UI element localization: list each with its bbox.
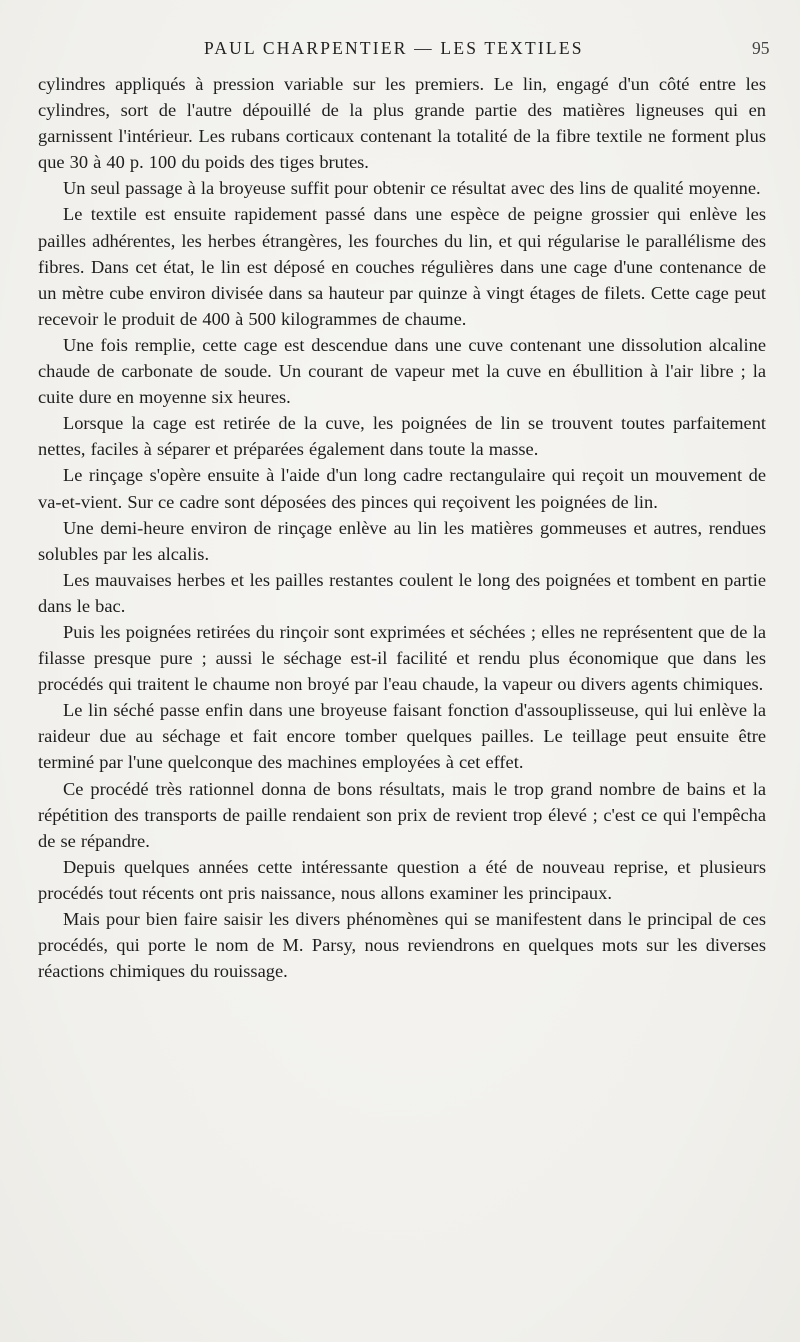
paragraph: cylindres appliqués à pression variable sur les premiers. Le lin, engagé d'un côté entre les cylindres, sort de l'autre dépouillé de la plus grande partie des matières ligneuses qui en garnissent l'intérieur. Les rubans corticaux contenant la totalité de la fibre textile ne forment plus que 30 à 40 p. 100 du poids des tiges brutes.	[38, 74, 766, 173]
paragraph: Puis les poignées retirées du rinçoir sont exprimées et séchées ; elles ne représentent que de la filasse presque pure ; aussi le séchage est-il facilité et rendu plus économique que dans les procédés qui traitent le chaume non broyé par l'eau chaude, la vapeur ou divers agents chimiques.	[38, 621, 766, 695]
body-text	[38, 71, 766, 984]
page-number: 95	[752, 38, 770, 58]
paragraph: Ce procédé très rationnel donna de bons résultats, mais le trop grand nombre de bains et la répétition des transports de paille rendaient son prix de revient trop élevé ; c'est ce qui l'empêcha de se répandre.	[38, 778, 766, 851]
paragraph: Une demi-heure environ de rinçage enlève au lin les matières gommeuses et autres, rendues solubles par les alcalis.	[38, 517, 766, 564]
paragraph: Une fois remplie, cette cage est descendue dans une cuve contenant une dissolution alcaline chaude de carbonate de soude. Un courant de vapeur met la cuve en ébullition à l'air libre ; la cuite dure en moyenne six heures.	[38, 334, 766, 408]
running-head	[0, 38, 800, 62]
running-title: PAUL CHARPENTIER — LES TEXTILES	[204, 38, 584, 58]
paragraph: Lorsque la cage est retirée de la cuve, les poignées de lin se trouvent toutes parfaitement nettes, faciles à séparer et préparées également dans toute la masse.	[38, 413, 766, 460]
paragraph: Le rinçage s'opère ensuite à l'aide d'un long cadre rectangulaire qui reçoit un mouvement de va-et-vient. Sur ce cadre sont déposées des pinces qui reçoivent les poignées de lin.	[38, 465, 766, 512]
paragraph: Le lin séché passe enfin dans une broyeuse faisant fonction d'assouplisseuse, qui lui enlève la raideur due au séchage et fait encore tomber quelques pailles. Le teillage peut ensuite être terminé par l'une quelconque des machines employées à cet effet.	[38, 700, 766, 773]
paragraph: Les mauvaises herbes et les pailles restantes coulent le long des poignées et tombent en partie dans le bac.	[38, 569, 766, 616]
paragraph: Depuis quelques années cette intéressante question a été de nouveau reprise, et plusieurs procédés tout récents ont pris naissance, nous allons examiner les principaux.	[38, 856, 766, 903]
paragraph: Un seul passage à la broyeuse suffit pour obtenir ce résultat avec des lins de qualité moyenne.	[63, 178, 761, 199]
paragraph: Le textile est ensuite rapidement passé dans une espèce de peigne grossier qui enlève les pailles adhérentes, les herbes étrangères, les fourches du lin, et qui régularise le parallélisme des fibres. Dans cet état, le lin est déposé en couches régulières dans une cage d'une contenance de un mètre cube environ divisée dans sa hauteur par quinze à vingt étages de filets. Cette cage peut recevoir le produit de 400 à 500 kilogrammes de chaume.	[38, 204, 766, 329]
paragraph: Mais pour bien faire saisir les divers phénomènes qui se manifestent dans le principal de ces procédés, qui porte le nom de M. Parsy, nous reviendrons en quelques mots sur les diverses réactions chimiques du rouissage.	[38, 909, 766, 982]
